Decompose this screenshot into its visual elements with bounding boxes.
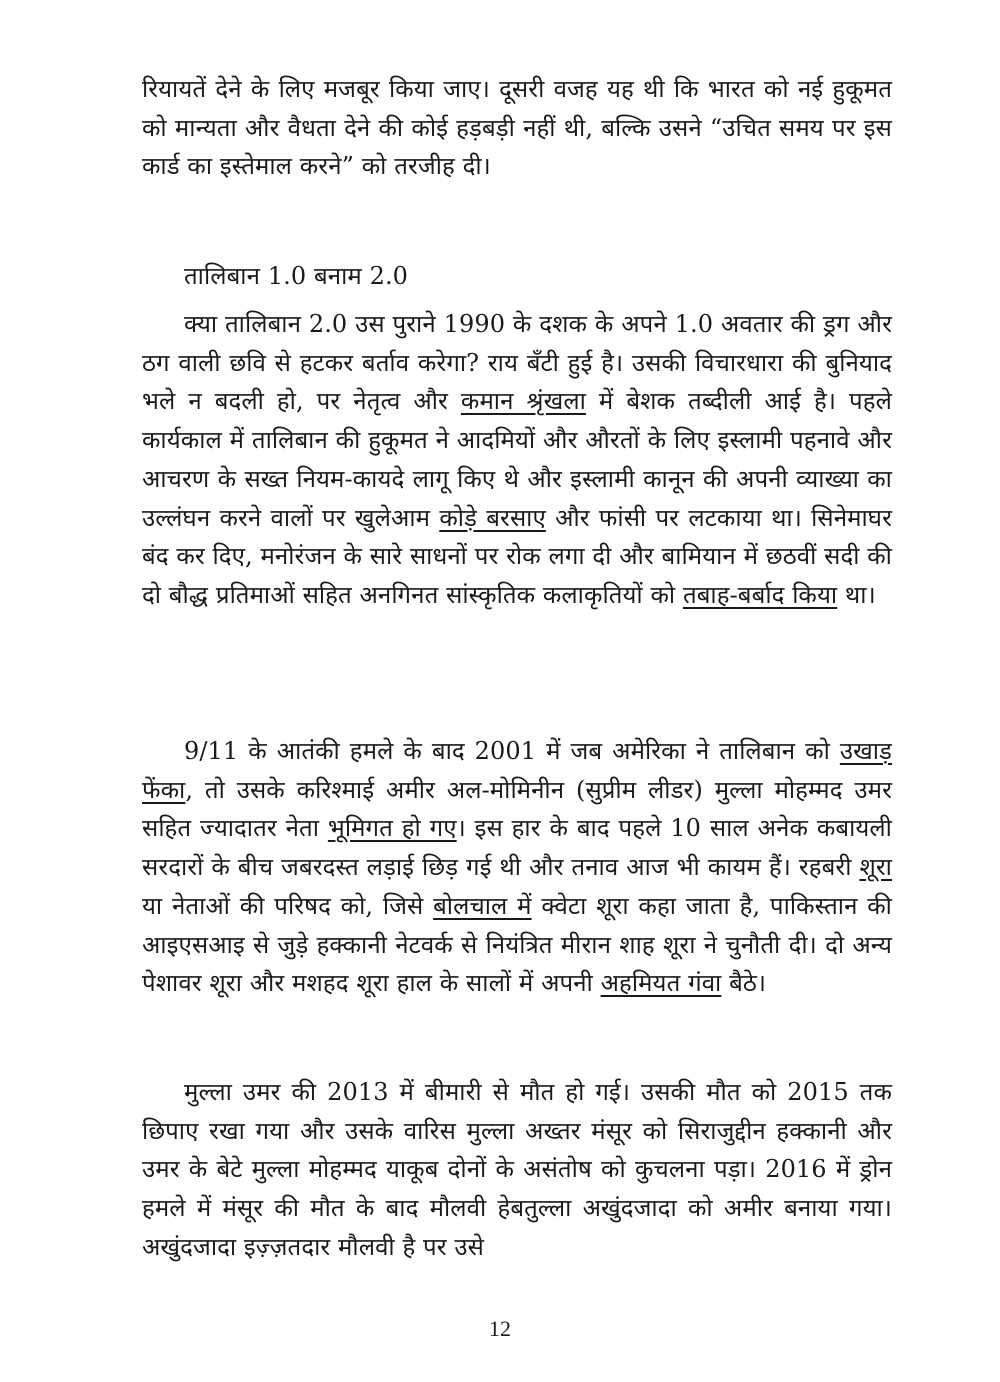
paragraph-3 [142, 1073, 892, 1267]
underlined-phrase: कोड़े बरसाए [439, 503, 546, 532]
text-run: , तो उसके करिश्माई अमीर अल-मोमिनीन (सुप्रीम लीडर) मुल्ला मोहम्मद उमर सहित ज्यादातर नेता [142, 775, 892, 843]
text-run: में बेशक तब्दीली आई है। पहले कार्यकाल में तालिबान की हुकूमत ने आदमियों और औरतों के लिए इस्लामी पहनावे और आचरण के सख्त नियम-कायदे लागू किए थे और इस्लामी कानून की अपनी व्याख्या का उल्लंघन करने वालों पर खुलेआम [142, 387, 892, 532]
text-run: । इस हार के बाद पहले 10 साल अनेक कबायली सरदारों के बीच जबरदस्त लड़ाई छिड़ गई थी और तनाव आज भी कायम हैं। रहबरी [142, 814, 892, 882]
text-run: था। [837, 580, 876, 609]
paragraph-2 [142, 732, 892, 1003]
intro-paragraph [142, 70, 892, 186]
text-run: 9/11 के आतंकी हमले के बाद 2001 में जब अमेरिका ने तालिबान को [184, 737, 840, 765]
text-run: और फांसी पर लटकाया था। सिनेमाघर बंद कर दिए, मनोरंजन के सारे साधनों पर रोक लगा दी और बामियान में छठवीं सदी की दो बौद्ध प्रतिमाओं सहित अनगिनत सांस्कृतिक कलाकृतियों को [142, 503, 892, 609]
paragraph-2-text [142, 732, 892, 1003]
section-heading-text: तालिबान 1.0 बनाम 2.0 [184, 262, 409, 290]
underlined-phrase: शूरा [859, 853, 892, 882]
underlined-phrase: बोलचाल में [433, 891, 532, 920]
text-run: बैठे। [721, 969, 767, 998]
underlined-phrase: उखाड़ फेंका [142, 737, 892, 804]
text-run: क्वेटा शूरा कहा जाता है, पाकिस्तान की आइएसआइ से जुड़े हक्कानी नेटवर्क से नियंत्रित मीरान शाह शूरा ने चुनौती दी। दो अन्य पेशावर शूरा और मशहद शूरा हाल के सालों में अपनी [142, 891, 892, 998]
section-heading [184, 257, 584, 296]
underlined-phrase: तबाह-बर्बाद किया [682, 580, 838, 609]
underlined-phrase: भूमिगत हो गए [327, 814, 457, 843]
paragraph-1-text [142, 305, 892, 615]
paragraph-3-text: मुल्ला उमर की 2013 में बीमारी से मौत हो गई। उसकी मौत को 2015 तक छिपाए रखा गया और उसके वारिस मुल्ला अख्तर मंसूर को सिराजुद्दीन हक्कानी और उमर के बेटे मुल्ला मोहम्मद याकूब दोनों के असंतोष को कुचलना पड़ा। 2016 में ड्रोन हमले में मंसूर की मौत के बाद मौलवी हेबतुल्ला अखुंदजादा को अमीर बनाया गया। अखुंदजादा इज़्ज़तदार मौलवी है पर उसे [142, 1078, 892, 1261]
underlined-phrase: अहमियत गंवा [600, 969, 722, 998]
underlined-phrase: कमान श्रृंखला [460, 387, 586, 416]
text-run: या नेताओं की परिषद को, जिसे [142, 891, 434, 920]
intro-text: रियायतें देने के लिए मजबूर किया जाए। दूसरी वजह यह थी कि भारत को नई हुकूमत को मान्यता और वैधता देने की कोई हड़बड़ी नहीं थी, बल्कि उसने “उचित समय पर इस कार्ड का इस्तेमाल करने” को तरजीह दी। [142, 75, 892, 181]
text-run: क्या तालिबान 2.0 उस पुराने 1990 के दशक के अपने 1.0 अवतार की ड्रग और ठग वाली छवि से हटकर बर्ताव करेगा? राय बँटी हुई है। उसकी विचारधारा की बुनियाद भले न बदली हो, पर नेतृत्व और [142, 310, 892, 416]
paragraph-1 [142, 305, 892, 615]
page-number: 12 [489, 1316, 511, 1341]
